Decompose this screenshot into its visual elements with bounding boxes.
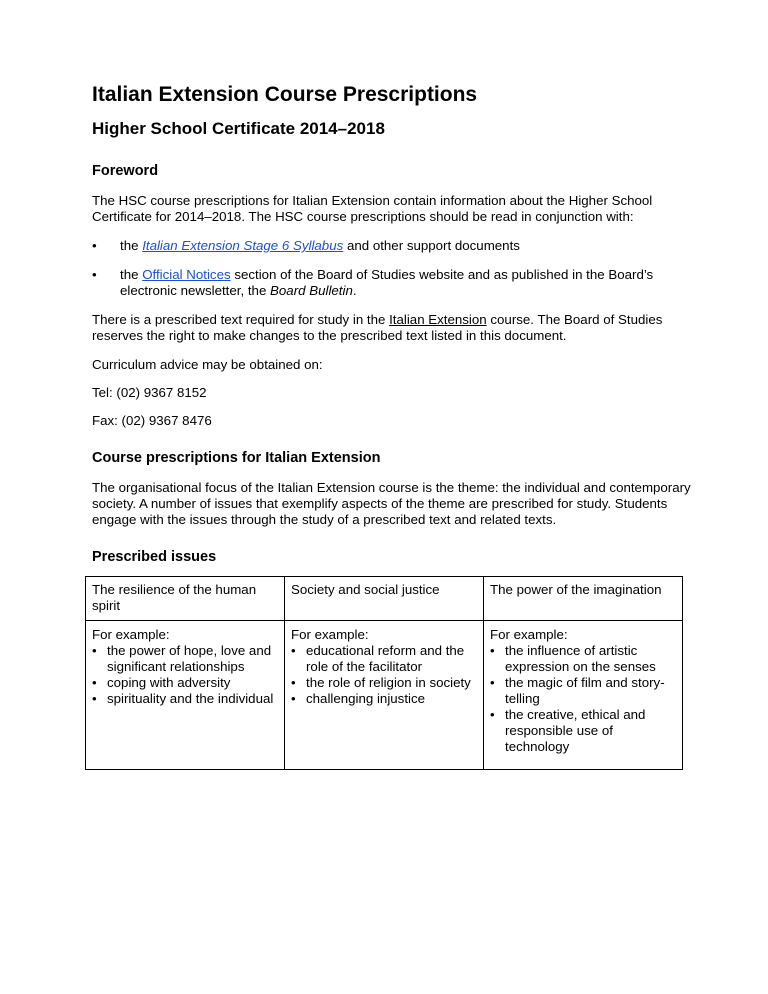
syllabus-link[interactable]: Italian Extension Stage 6 Syllabus (142, 238, 344, 253)
list-item: • the Official Notices section of the Board of Studies website and as published in the Board’s electronic newsletter, the Board Bulletin. (92, 267, 654, 298)
bullet-icon: • (92, 643, 97, 658)
list-item: • the magic of film and story-telling (490, 675, 665, 706)
telephone-number: Tel: (02) 9367 8152 (92, 385, 207, 400)
bullet-icon: • (92, 267, 97, 282)
official-notices-link[interactable]: Official Notices (142, 267, 231, 282)
course-prescriptions-heading: Course prescriptions for Italian Extension (92, 450, 381, 466)
board-bulletin-title: Board Bulletin (270, 283, 353, 298)
list-item: • educational reform and the role of the facilitator (291, 643, 465, 674)
list-item-text: and other support documents (343, 238, 520, 253)
list-item: • challenging injustice (291, 691, 426, 706)
bullet-icon: • (291, 691, 296, 706)
list-item: • the role of religion in society (291, 675, 471, 690)
fax-number: Fax: (02) 9367 8476 (92, 413, 212, 428)
prescribed-text-note: There is a prescribed text required for study in the Italian Extension course. The Board of Studies reserves the right to make changes to the prescribed text listed in this document. (92, 312, 663, 343)
curriculum-advice: Curriculum advice may be obtained on: (92, 357, 323, 372)
foreword-intro: The HSC course prescriptions for Italian Extension contain information about the Higher School Certificate for 2014–2018. The HSC course prescriptions should be read in conjunction with: (92, 193, 653, 224)
table-cell (86, 621, 285, 770)
course-name-underlined: Italian Extension (389, 312, 487, 327)
bullet-icon: • (291, 643, 296, 658)
page-subtitle: Higher School Certificate 2014–2018 (92, 119, 385, 138)
prescribed-issues-heading: Prescribed issues (92, 549, 217, 565)
table-cell (484, 621, 683, 770)
table-header-cell: The resilience of the human spirit (86, 577, 285, 621)
table-cell (285, 621, 484, 770)
bullet-icon: • (490, 707, 495, 722)
document-page (92, 82, 692, 770)
bullet-icon: • (291, 675, 296, 690)
page-title: Italian Extension Course Prescriptions (92, 83, 478, 106)
list-item: • the influence of artistic expression on the senses (490, 643, 656, 674)
list-item: • the creative, ethical and responsible use of technology (490, 707, 646, 754)
table-header-row (86, 577, 683, 621)
cell-lead: For example: (92, 627, 170, 642)
table-header-cell: Society and social justice (285, 577, 484, 621)
bullet-icon: • (92, 691, 97, 706)
cell-lead: For example: (490, 627, 568, 642)
bullet-icon: • (92, 675, 97, 690)
table-row (86, 621, 683, 770)
bullet-icon: • (490, 643, 495, 658)
table-header-cell: The power of the imagination (484, 577, 683, 621)
prescribed-issues-table (85, 576, 683, 770)
reference-list (92, 238, 692, 299)
cell-lead: For example: (291, 627, 369, 642)
list-item: • the Italian Extension Stage 6 Syllabus and other support documents (92, 238, 520, 253)
foreword-heading: Foreword (92, 163, 159, 179)
bullet-icon: • (92, 238, 97, 253)
list-item: • coping with adversity (92, 675, 231, 690)
list-item: • spirituality and the individual (92, 691, 274, 706)
bullet-icon: • (490, 675, 495, 690)
list-item-text: section of the Board of Studies website and as published in the Board’s electronic newsletter, the (120, 267, 654, 298)
course-description: The organisational focus of the Italian Extension course is the theme: the individual and contemporary society. A number of issues that exemplify aspects of the theme are prescribed for study. Students engage with the issues through the study of a prescribed text and related texts. (92, 480, 691, 527)
list-item: • the power of hope, love and significant relationships (92, 643, 272, 674)
